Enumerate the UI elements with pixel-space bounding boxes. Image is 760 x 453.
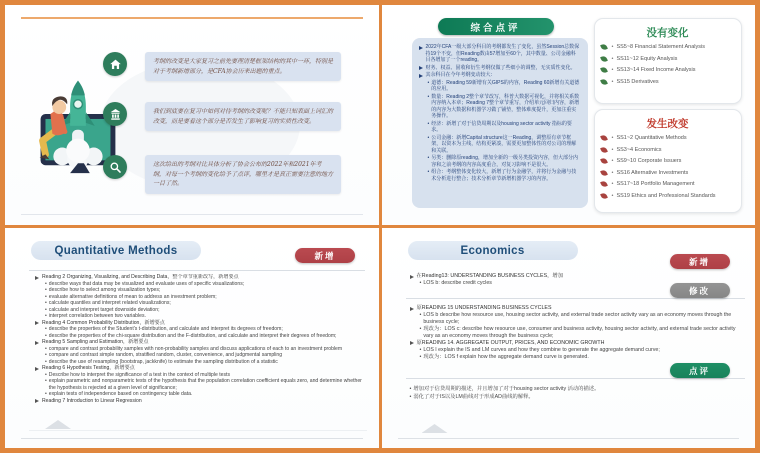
econ-title-pill [408, 241, 578, 260]
reading-point-text: calculate quantiles and interpret related visualizations; [48, 300, 171, 307]
econ-point [410, 347, 742, 354]
slide-summary [382, 5, 756, 225]
econ-block-points [410, 312, 742, 340]
summary-subitem-text: 数量：Reading 2整个章节改写，科普大数据可视化，并将相关系数内容纳入本章；Reading 7整个章节重写，介绍单元回归内容，新增的内容为大数据和机器学习做了铺垫，整体难度提升，更加注重实务操作。 [431, 93, 580, 119]
modified-section [410, 305, 742, 361]
arrow-bullet-icon [419, 74, 423, 78]
leaf-icon [600, 66, 608, 74]
changed-list [601, 135, 735, 199]
econ-block-title: 在Reading13: UNDERSTANDING BUSINESS CYCLES，增加 [416, 273, 563, 279]
magnifier-icon [103, 155, 127, 179]
econ-block [410, 340, 742, 361]
arrow-bullet-icon [35, 399, 39, 403]
econ-point-text: 现改为：LOS c: describe how resource use, consumer and business activity, housing sector activity, and external trade sector activity vary as an economy moves through the business cycle; [423, 325, 736, 339]
unchanged-list [601, 44, 735, 85]
reading-block [35, 320, 369, 340]
summary-bullet [419, 44, 581, 64]
page-chevron [422, 424, 448, 433]
reading-point-text: explain parametric and nonparametric tests of the hypothesis that the population correlation coefficient equals zero, and determine whether the hypothesis is rejected at a given level of significance; [48, 378, 362, 391]
dot-bullet-icon: • [45, 280, 47, 287]
econ-point [410, 354, 742, 361]
reading-point-text: describe the properties of the Student's t-distribution, and calculate and interpret its degrees of freedom; [48, 326, 283, 333]
comment-item [410, 386, 742, 393]
comment-badge-label: 点评 [688, 365, 710, 376]
summary-bullet-text: 财务、权益、固收和衍生考纲仅做了些细小的调整，无实质性变化。 [425, 64, 576, 71]
reading-points [35, 372, 369, 398]
dot-bullet-icon: • [45, 287, 47, 294]
arrow-bullet-icon [410, 307, 414, 311]
dot-bullet-icon: • [611, 67, 614, 73]
changed-item [601, 170, 735, 176]
bottom-divider [21, 214, 363, 215]
reading-point-text: describe ways that data may be visualized and evaluate uses of specific visualizations; [48, 280, 245, 287]
summary-subitem [419, 80, 581, 93]
bank-icon [103, 102, 127, 126]
dot-bullet-icon: • [45, 352, 47, 359]
reading-point-text: describe the use of resampling (bootstrap, jackknife) to estimate the sampling distribution of a statistic [48, 358, 278, 365]
econ-block-title-row [410, 340, 742, 347]
econ-block-points [410, 347, 742, 361]
unchanged-item-text: SS5~8 Financial Statement Analysis [616, 44, 705, 50]
dot-bullet-icon: • [427, 155, 430, 161]
dot-bullet-icon: • [611, 55, 614, 62]
dot-bullet-icon: • [45, 306, 47, 313]
econ-title: Economics [460, 244, 525, 257]
changed-item [601, 193, 735, 199]
readings-list [35, 274, 369, 426]
dot-bullet-icon: • [611, 192, 614, 199]
unchanged-item-text: SS11~12 Equity Analysis [616, 55, 678, 62]
leaf-icon [600, 43, 608, 51]
econ-block [410, 305, 742, 340]
home-icon [103, 52, 127, 76]
dot-bullet-icon: • [611, 158, 614, 164]
econ-block-title-row [410, 273, 742, 280]
unchanged-title: 没有变化 [646, 27, 689, 39]
bottom-divider [398, 438, 740, 439]
reading-point-text: Describe how to interpret the significance of a test in the context of multiple tests [48, 371, 231, 378]
leaf-icon [600, 55, 608, 63]
top-divider [21, 17, 363, 19]
unchanged-item-text: SS13~14 Fixed Income Analysis [616, 67, 696, 73]
dot-bullet-icon: • [419, 346, 422, 353]
summary-subitem [419, 121, 581, 134]
modified-badge [670, 283, 730, 298]
leaf-icon [600, 180, 608, 188]
dot-bullet-icon: • [45, 391, 47, 398]
changed-item-text: SS1~2 Quantitative Methods [616, 135, 687, 141]
unchanged-panel [594, 18, 742, 104]
reading-points [35, 346, 369, 366]
summary-bullet-text: 其余科目在今年考纲变动较大： [425, 72, 496, 78]
econ-point-text: 现改为：LOS f explain how the aggregate demand curve is generated. [423, 353, 589, 360]
changed-item-text: SS19 Ethics and Professional Standards [616, 192, 716, 199]
dot-bullet-icon: • [45, 313, 47, 320]
leaf-icon [600, 169, 608, 177]
arrow-bullet-icon [35, 321, 39, 325]
dot-bullet-icon: • [611, 169, 614, 176]
reading-block [35, 339, 369, 365]
arrow-bullet-icon [35, 341, 39, 345]
unchanged-item [601, 67, 735, 73]
reading-point-text: evaluate alternative definitions of mean to address an investment problem; [48, 293, 217, 300]
quant-title-pill [31, 241, 201, 260]
quant-title: Quantitative Methods [54, 244, 178, 257]
dot-bullet-icon: • [611, 78, 614, 85]
changed-item [601, 135, 735, 141]
arrow-bullet-icon [410, 275, 414, 279]
reading-point-text: interpret correlation between two variables. [48, 313, 146, 320]
dot-bullet-icon: • [45, 358, 47, 365]
comment-badge [670, 363, 730, 378]
leaf-icon [600, 134, 608, 142]
reading-point-text: calculate and interpret target downside deviation; [48, 306, 160, 313]
faint-divider [29, 430, 367, 431]
leaf-icon [600, 78, 608, 86]
dot-bullet-icon: • [45, 300, 47, 307]
changed-item [601, 147, 735, 153]
intro-row-1 [103, 52, 341, 81]
summary-sublist [419, 80, 581, 183]
section-divider-1 [406, 298, 746, 299]
leaf-icon [600, 157, 608, 165]
intro-row-3 [103, 155, 341, 194]
unchanged-item [601, 56, 735, 62]
dot-bullet-icon: • [419, 353, 422, 360]
econ-block-title: 原READING 15 UNDERSTANDING BUSINESS CYCLES [416, 305, 552, 311]
reading-block [35, 274, 369, 320]
dot-bullet-icon: • [427, 120, 430, 127]
dot-bullet-icon: • [45, 345, 47, 352]
slide-economics [382, 228, 756, 448]
dot-bullet-icon: • [427, 93, 430, 100]
arrow-bullet-icon [35, 276, 39, 280]
comment-section [410, 386, 742, 402]
summary-bullet [419, 65, 581, 72]
dot-bullet-icon: • [427, 169, 430, 175]
reading-points [35, 326, 369, 339]
summary-bullet [419, 72, 581, 79]
dot-bullet-icon: • [45, 371, 47, 378]
changed-panel [594, 109, 742, 213]
summary-subitem-text: 经济：新增了对于信贷周期以及housing sector activity 指标的要求。 [431, 120, 572, 133]
summary-bullet-text: 2022年CFA一级大部分科目的考纲都发生了变化，虽然Session总数保持19个不变，但Reading数由57增加至60个，其中数量、公司金融科目各增加了一个reading。 [425, 44, 580, 63]
summary-subitem-text: 另类：删除原reading，增加全新的一级另类投资内容，但大部分内容和之前考纲的内容高度重合，对复习影响不是很大。 [431, 155, 578, 168]
changed-item-text: SS3~4 Economics [616, 146, 662, 153]
slide-quantitative-methods [5, 228, 379, 448]
reading-title: Reading 2 Organizing, Visualizing, and Describing Data，整个章节重新改写，新增要点 [42, 274, 239, 280]
leaf-icon [600, 192, 608, 200]
comment-text: 增加对于信贷周期的描述，并且增加了对于housing sector activity 活动的描述。 [413, 386, 600, 392]
econ-point [410, 326, 742, 340]
summary-subitem-text: 道德：Reading 59新增有关GIPS的内容，Reading 60新增有关道德的应用。 [431, 79, 580, 92]
new-badge-label: 新增 [314, 250, 336, 261]
summary-subitem-text: 组合：考纲整体变化较大，新增了行为金融学，并将行为金融与技术分析进行整合；技术分析章节新增机器学习的内容。 [431, 169, 577, 182]
arrow-bullet-icon [419, 46, 423, 50]
dot-bullet-icon: • [611, 181, 614, 187]
dot-bullet-icon: • [45, 293, 47, 300]
reading-points [35, 281, 369, 320]
unchanged-item [601, 79, 735, 85]
changed-item-text: SS16 Alternative Investments [616, 169, 689, 176]
dot-bullet-icon: • [611, 135, 614, 141]
changed-item-text: SS17~18 Portfolio Management [616, 181, 695, 187]
reading-point-text: compare and contrast simple random, stratified random, cluster, convenience, and judgmental sampling [48, 352, 283, 359]
summary-subitem [419, 94, 581, 120]
intro-note-1: 考纲的改变是大家复习之前先要理清楚框架结构的其中一环，特别是对于考纲新增部分，是CFA协会历来出题的重点。 [145, 52, 341, 81]
new-badge [295, 248, 355, 263]
summary-panel [412, 38, 588, 208]
arrow-bullet-icon [419, 66, 423, 70]
reading-point-text: compare and contrast probability samples with non-probability samples and discuss applications of each to an investment problem [48, 345, 343, 352]
reading-point-text: describe the properties of the chi-square distribution and the F-distribution, and calculate and interpret their degrees of freedom; [48, 332, 337, 339]
arrow-bullet-icon [410, 341, 414, 345]
reading-title: Reading 4 Common Probability Distribution，新增要点 [42, 319, 165, 326]
reading-title: Reading 5 Sampling and Estimation，新增要点 [42, 339, 149, 346]
econ-point-text: LOS l explain the IS and LM curves and how they combine to generate the aggregate demand curve; [423, 346, 660, 353]
reading-point-text: explain tests of independence based on contingency table data. [48, 391, 193, 398]
changed-item [601, 181, 735, 187]
dot-bullet-icon: • [611, 44, 614, 50]
reading-title: Reading 7 Introduction to Linear Regression [42, 397, 142, 404]
reading-title-row [35, 398, 369, 405]
intro-note-2: 我们到底要在复习中如何对待考纲的改变呢？不能只知表面上词汇的改变，而是要看这个部分是否发生了影响复习的实质性改变。 [145, 102, 341, 131]
summary-subitem [419, 135, 581, 155]
new-badge-label: 新增 [688, 256, 710, 267]
econ-point [410, 312, 742, 326]
dot-bullet-icon: • [45, 378, 47, 385]
summary-header-label: 综合点评 [470, 22, 521, 34]
summary-subitem [419, 155, 581, 168]
arrow-bullet-icon [35, 367, 39, 371]
dot-bullet-icon: • [611, 146, 614, 153]
section-divider-2 [406, 378, 746, 379]
unchanged-item [601, 44, 735, 50]
changed-item [601, 158, 735, 164]
changed-item-text: SS9~10 Corporate Issuers [616, 158, 682, 164]
intro-note-3: 这次给出的考纲对比具体分析了协会公布的2022年和2021年考纲，对每一个考纲的变化给予了点评，哪里才是真正需要注意的地方一目了然。 [145, 155, 341, 194]
comment-item [410, 394, 742, 401]
reading-title: Reading 6 Hypothesis Testing，新增要点 [42, 365, 135, 372]
changed-title: 发生改变 [646, 118, 689, 130]
econ-point-text: LOS b describe how resource use, housing sector activity, and external trade sector activity vary as an economy moves through the business cycle; [423, 311, 732, 325]
econ-point-text: LOS b: describe credit cycles [423, 279, 492, 286]
header-divider [29, 270, 365, 271]
summary-subitem-text: 公司金融：新增Capital structure这一Reading，调整原有章节框架，以资本为主线，结构更紧凑，需要更加整体性的对公司的理解和关联。 [431, 134, 577, 154]
intro-row-2 [103, 102, 341, 131]
dot-bullet-icon: • [419, 325, 422, 332]
dot-bullet-icon: • [409, 386, 412, 392]
dot-bullet-icon: • [45, 326, 47, 333]
reading-block [35, 365, 369, 398]
dot-bullet-icon: • [419, 279, 422, 286]
comment-text: 弱化了对于IS以及LM曲线对于形成AD曲线的解释。 [413, 393, 534, 400]
new-badge [670, 254, 730, 269]
bottom-divider [21, 438, 363, 439]
modified-badge-label: 修改 [688, 285, 710, 296]
dot-bullet-icon: • [427, 79, 430, 86]
dot-bullet-icon: • [419, 311, 422, 318]
summary-header-pill [438, 18, 554, 35]
reading-point [35, 378, 369, 391]
econ-block-title-row [410, 305, 742, 312]
dot-bullet-icon: • [409, 393, 412, 400]
econ-block-title: 原READING 14. AGGREGATE OUTPUT, PRICES, AND ECONOMIC GROWTH [416, 339, 605, 346]
summary-subitem [419, 169, 581, 182]
dot-bullet-icon: • [427, 134, 430, 141]
slide-intro [5, 5, 379, 225]
dot-bullet-icon: • [45, 332, 47, 339]
reading-point-text: describe how to select among visualization types; [48, 287, 161, 294]
reading-block [35, 398, 369, 405]
unchanged-item-text: SS15 Derivatives [616, 78, 659, 85]
leaf-icon [600, 146, 608, 154]
